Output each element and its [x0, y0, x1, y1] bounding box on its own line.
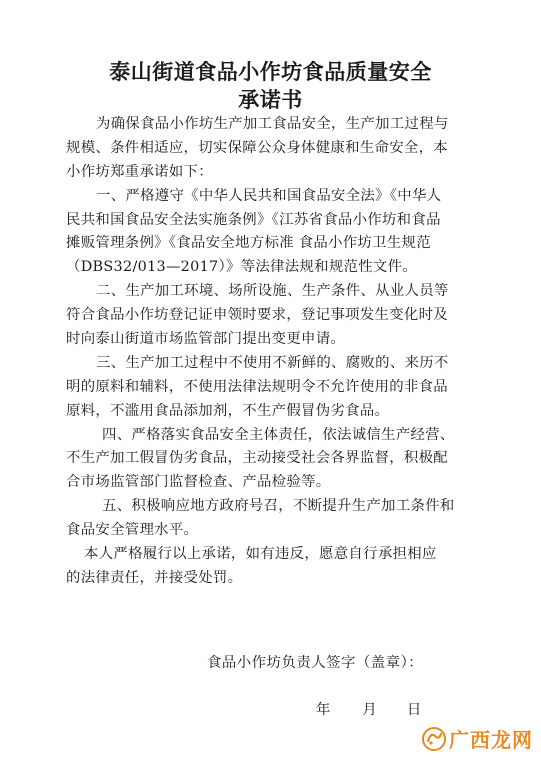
- dragon-logo-icon: [421, 726, 447, 752]
- paragraph-intro-line: 规模、条件相适应，切实保障公众身体健康和生命安全，本: [66, 139, 448, 156]
- date-month-label: 月: [362, 702, 377, 718]
- document-title-line1: 泰山街道食品小作坊食品质量安全: [109, 60, 432, 84]
- site-watermark: [421, 724, 533, 753]
- clause-3-line: 明的原料和辅料，不使用法律法规明令不允许使用的非食品: [66, 378, 448, 395]
- date-day-label: 日: [406, 702, 422, 718]
- document-title-line2: 承诺书: [238, 88, 303, 112]
- clause-2-line: 二、生产加工环境、场所设施、生产条件、从业人员等: [96, 283, 449, 300]
- closing-statement-line: 的法律责任，并接受处罚。: [66, 569, 243, 586]
- paragraph-intro-line: 为确保食品小作坊生产加工食品安全，生产加工过程与: [96, 116, 449, 132]
- clause-4-line: 不生产加工假冒伪劣食品，主动接受社会各界监督，积极配: [66, 450, 448, 467]
- date-year-label: 年: [316, 702, 331, 718]
- clause-1-line: 摊贩管理条例》《食品安全地方标准 食品小作坊卫生规范: [66, 235, 431, 252]
- clause-2-line: 符合食品小作坊登记证申领时要求，登记事项发生变化时及: [66, 307, 448, 324]
- clause-2-line: 时向泰山街道市场监管部门提出变更申请。: [66, 331, 346, 348]
- clause-1-line: 民共和国食品安全法实施条例》《江苏省食品小作坊和食品: [66, 211, 441, 228]
- clause-4-line: 合市场监管部门监督检查、产品检验等。: [66, 474, 331, 491]
- clause-5-line: 食品安全管理水平。: [66, 522, 199, 539]
- clause-3-line: 原料，不滥用食品添加剂，不生产假冒伪劣食品。: [66, 402, 390, 419]
- clause-1-line: （DBS32/013—2017）》等法律法规和规范性文件。: [66, 259, 417, 276]
- watermark-text: 广西龙网: [449, 728, 533, 752]
- clause-1-line: 一、严格遵守《中华人民共和国食品安全法》《中华人: [96, 187, 442, 204]
- date-line: [316, 698, 421, 719]
- document-body: [66, 113, 486, 591]
- clause-5-line: 五、积极响应地方政府号召，不断提升生产加工条件和: [102, 498, 455, 515]
- closing-statement-line: 本人严格履行以上承诺，如有违反，愿意自行承担相应: [84, 546, 437, 563]
- paragraph-intro-line: 小作坊郑重承诺如下：: [66, 163, 213, 180]
- signature-label: 食品小作坊负责人签字（盖章）：: [207, 655, 424, 671]
- clause-4-line: 四、严格落实食品安全主体责任，依法诚信生产经营、: [102, 426, 455, 443]
- clause-3-line: 三、生产加工过程中不使用不新鲜的、腐败的、来历不: [96, 354, 449, 371]
